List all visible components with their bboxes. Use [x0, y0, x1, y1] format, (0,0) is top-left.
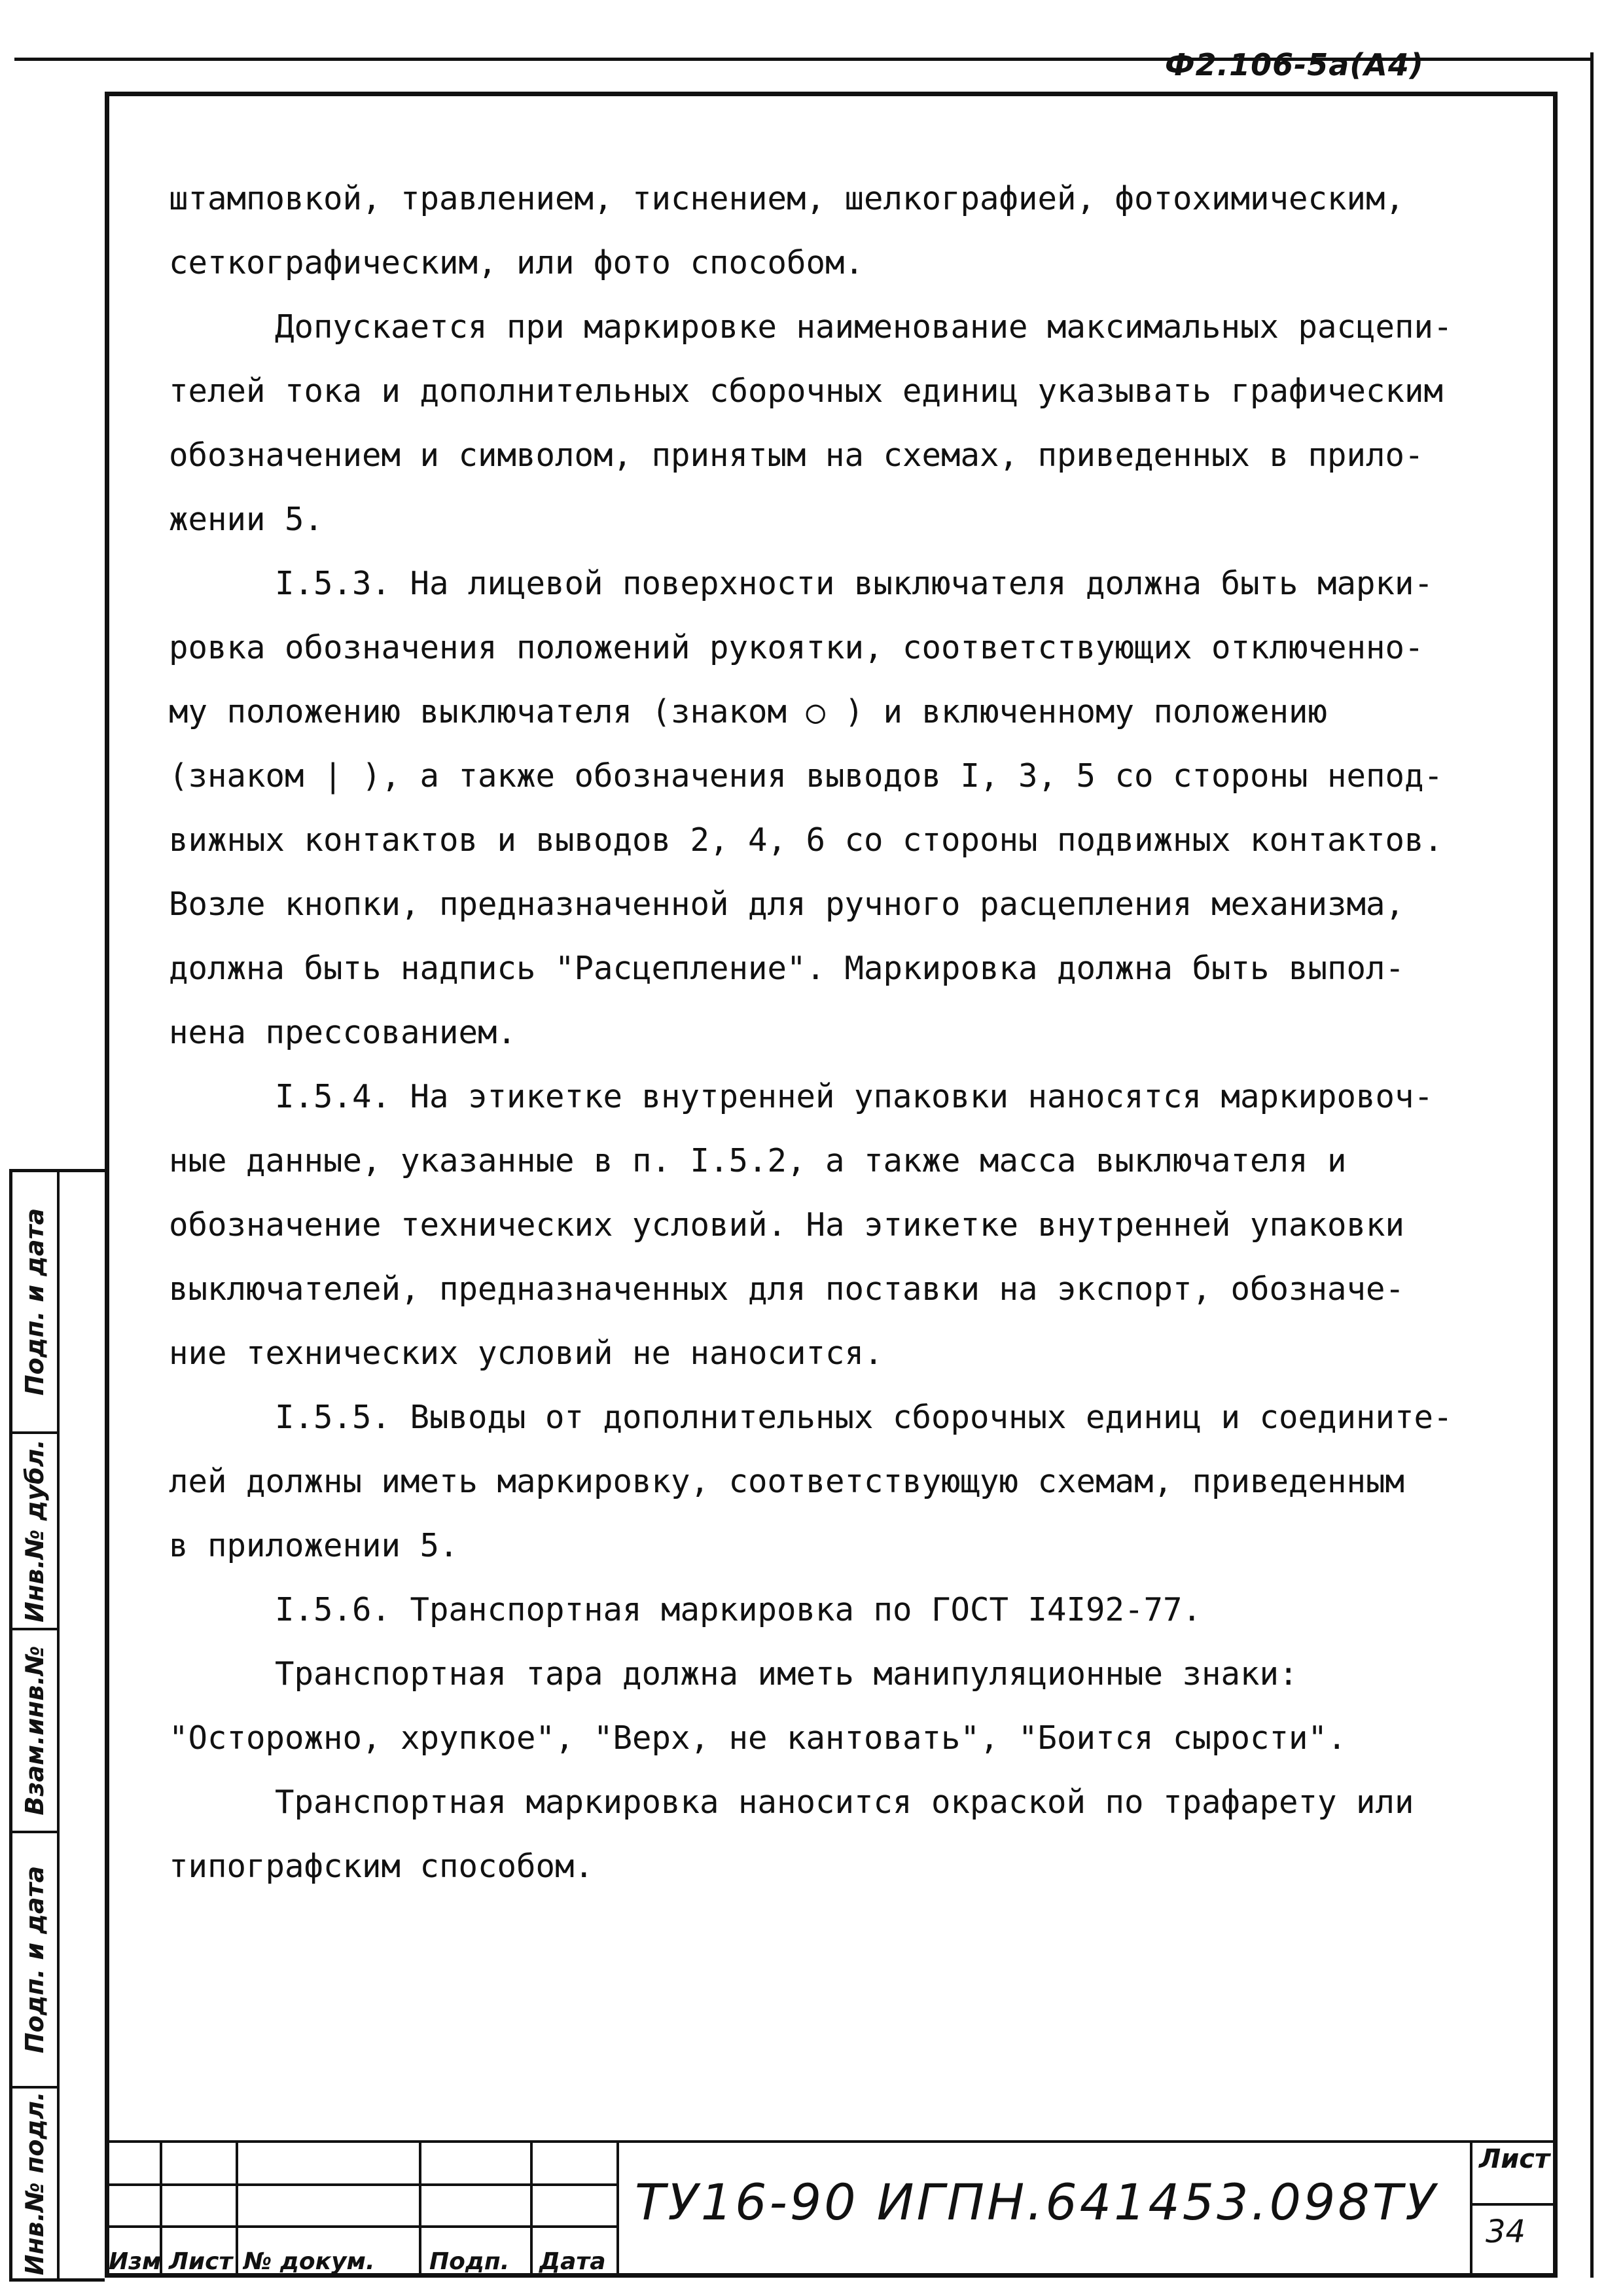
side-cell-replace-inv — [12, 1630, 57, 1833]
col-header-sheet: Лист — [169, 2248, 233, 2275]
grid-line — [419, 2140, 421, 2278]
paragraph-continuation: штамповкой, травлением, тиснением, шелкографией, фотохимическим, сеткографическим, или фото способом. — [169, 180, 1405, 281]
paragraph-marking-symbols: Допускается при маркировке наименование максимальных расцепи- телей тока и дополнительных сборочных единиц указывать графическим обозначением и символом, принятым на схемах, приведенных в прило- жении 5. — [169, 308, 1453, 538]
side-cell-dup-inv — [12, 1434, 57, 1630]
grid-line — [105, 2225, 619, 2228]
col-header-change: Изм — [109, 2248, 162, 2275]
paragraph-1-5-3: I.5.3. На лицевой поверхности выключателя должна быть марки- ровка обозначения положений рукоятки, соответствующих отключенно- му положению выключателя (знаком ○ ) и включенному положению (знаком | ), а также обозначения выводов I, 3, 5 со стороны непод- вижных контактов и выводов 2, 4, 6 со стороны подвижных контактов. Возле кнопки, предназначенной для ручного расцепления механизма, должна быть надпись "Расцепление". Маркировка должна быть выпол- нена прессованием. — [169, 565, 1444, 1051]
document-body — [169, 167, 1530, 1899]
grid-line — [530, 2140, 533, 2278]
grid-line — [616, 2140, 619, 2278]
paragraph-1-5-5: I.5.5. Выводы от дополнительных сборочных единиц и соедините- лей должны иметь маркировку, соответствующую схемам, приведенным в приложении 5. — [169, 1399, 1453, 1564]
form-code: Ф2.106-5а(А4) — [1165, 47, 1424, 82]
sheet-divider — [1470, 2140, 1472, 2278]
sheet-label: Лист — [1479, 2144, 1550, 2174]
side-label-sign-date-1: Подп. и дата — [20, 1208, 49, 1396]
side-label-dup-inv: Инв.№ дубл. — [20, 1439, 49, 1623]
side-cell-sign-date-2 — [12, 1833, 57, 2089]
side-cell-orig-inv — [12, 2089, 57, 2278]
side-label-orig-inv: Инв.№ подл. — [20, 2091, 49, 2276]
paragraph-1-5-4: I.5.4. На этикетке внутренней упаковки наносятся маркировоч- ные данные, указанные в п. I.5.2, а также масса выключателя и обозначение технических условий. На этикетке внутренней упаковки выключателей, предназначенных для поставки на экспорт, обозначе- ние технических условий не наносится. — [169, 1078, 1434, 1372]
title-block — [105, 2140, 1558, 2278]
grid-line — [236, 2140, 238, 2278]
side-cell-sign-date-1 — [12, 1172, 57, 1434]
revision-grid — [105, 2140, 619, 2278]
col-header-signature: Подп. — [429, 2248, 510, 2275]
side-label-sign-date-2: Подп. и дата — [20, 1865, 49, 2054]
paragraph-handling-signs: Транспортная тара должна иметь манипуляционные знаки: "Осторожно, хрупкое", "Верх, не кантовать", "Боится сырости". — [169, 1655, 1347, 1757]
grid-line — [105, 2183, 619, 2186]
col-header-doc-no: № докум. — [243, 2248, 375, 2275]
sheet-divider — [1470, 2203, 1558, 2206]
paragraph-1-5-6: I.5.6. Транспортная маркировка по ГОСТ I4I92-77. — [275, 1591, 1202, 1628]
sheet-number: 34 — [1486, 2214, 1526, 2250]
side-label-replace-inv: Взам.инв.№ — [20, 1645, 49, 1816]
document-designation: ТУ16-90 ИГПН.641453.098ТУ — [635, 2173, 1438, 2231]
paragraph-transport-marking: Транспортная маркировка наносится окраской по трафарету или типографским способом. — [169, 1784, 1414, 1885]
right-border-line — [1590, 52, 1594, 2278]
col-header-date: Дата — [539, 2248, 606, 2275]
side-stamp — [9, 1169, 105, 2282]
side-stamp-label-column — [12, 1172, 60, 2278]
